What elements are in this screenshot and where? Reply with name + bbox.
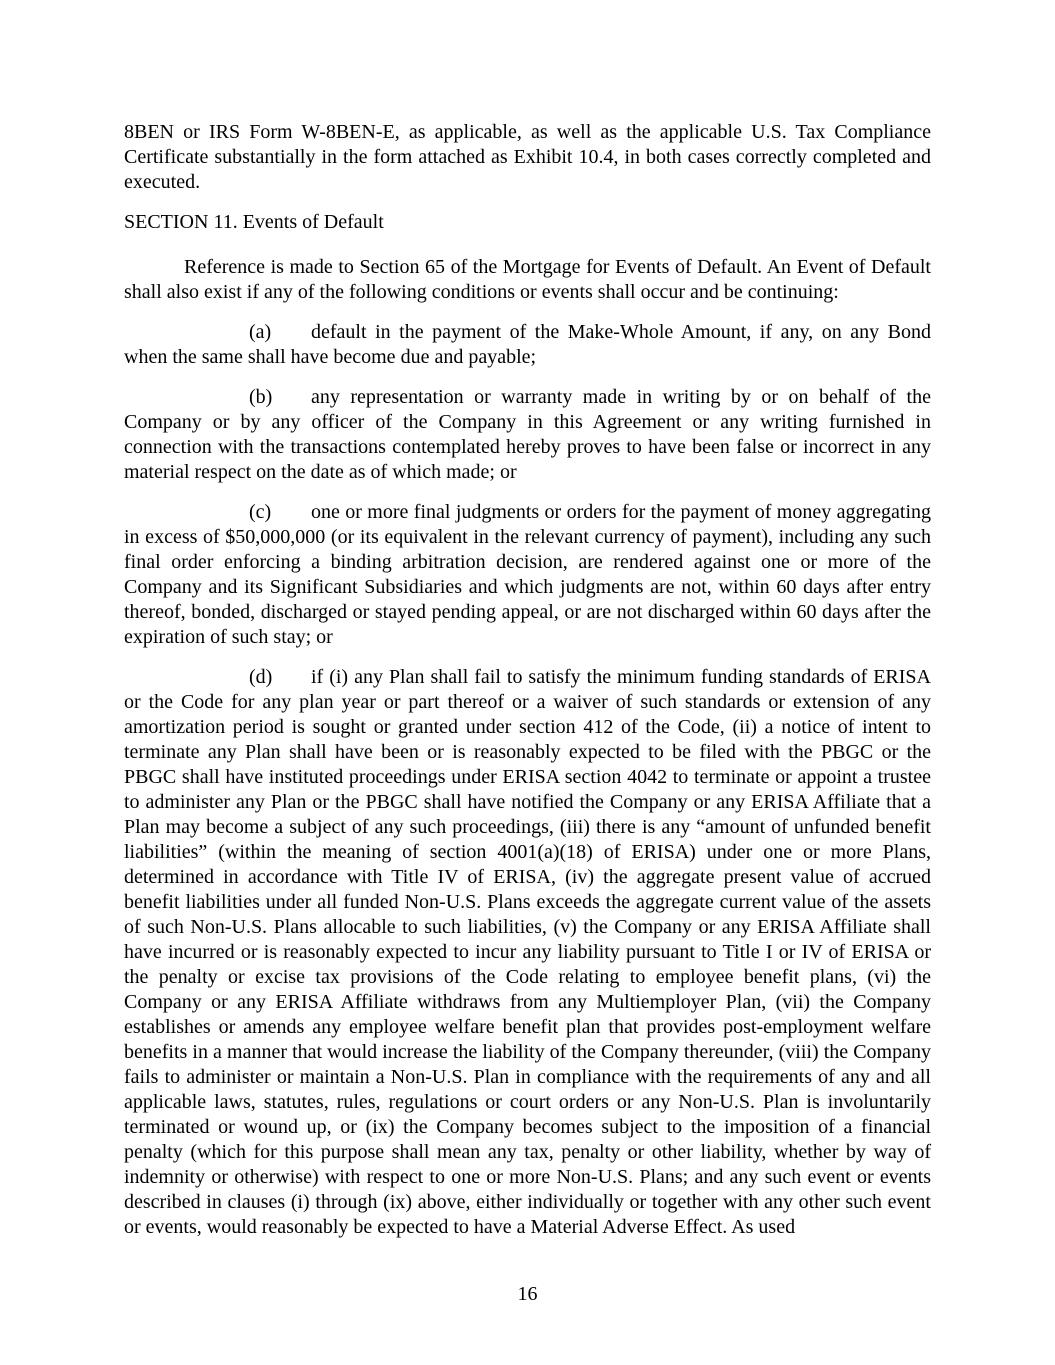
clause-b <box>124 385 931 485</box>
clause-d-text: if (i) any Plan shall fail to satisfy the minimum funding standards of ERISA or the Code for any plan year or part thereof or a waiver of such standards or extension of any amortization period is sought or granted under section 412 of the Code, (ii) a notice of intent to terminate any Plan shall have been or is reasonably expected to be filed with the PBGC or the PBGC shall have instituted proceedings under ERISA section 4042 to terminate or appoint a trustee to administer any Plan or the PBGC shall have notified the Company or any ERISA Affiliate that a Plan may become a subject of any such proceedings, (iii) there is any “amount of unfunded benefit liabilities” (within the meaning of section 4001(a)(18) of ERISA) under one or more Plans, determined in accordance with Title IV of ERISA, (iv) the aggregate present value of accrued benefit liabilities under all funded Non-U.S. Plans exceeds the aggregate current value of the assets of such Non-U.S. Plans allocable to such liabilities, (v) the Company or any ERISA Affiliate shall have incurred or is reasonably expected to incur any liability pursuant to Title I or IV of ERISA or the penalty or excise tax provisions of the Code relating to employee benefit plans, (vi) the Company or any ERISA Affiliate withdraws from any Multiemployer Plan, (vii) the Company establishes or amends any employee welfare benefit plan that provides post-employment welfare benefits in a manner that would increase the liability of the Company thereunder, (viii) the Company fails to administer or maintain a Non-U.S. Plan in compliance with the requirements of any and all applicable laws, statutes, rules, regulations or court orders or any Non-U.S. Plan is involuntarily terminated or wound up, or (ix) the Company becomes subject to the imposition of a financial penalty (which for this purpose shall mean any tax, penalty or other liability, whether by way of indemnity or otherwise) with respect to one or more Non-U.S. Plans; and any such event or events described in clauses (i) through (ix) above, either individually or together with any other such event or events, would reasonably be expected to have a Material Adverse Effect. As used <box>124 666 931 1238</box>
page-number: 16 <box>517 1283 538 1305</box>
clause-a-label: (a) <box>249 321 272 343</box>
intro-paragraph: 8BEN or IRS Form W-8BEN-E, as applicable, as well as the applicable U.S. Tax Compliance Certificate substantially in the form attached as Exhibit 10.4, in both cases correctly completed and executed. <box>124 121 931 193</box>
clause-b-label: (b) <box>249 386 273 408</box>
clause-b-text: any representation or warranty made in writing by or on behalf of the Company or by any officer of the Company in this Agreement or any writing furnished in connection with the transactions contemplated hereby proves to have been false or incorrect in any material respect on the date as of which made; or <box>124 386 931 483</box>
section-11-heading: SECTION 11. Events of Default <box>124 211 384 233</box>
document-body <box>124 120 931 1255</box>
clause-d-label: (d) <box>249 666 273 688</box>
clause-c <box>124 500 931 650</box>
reference-paragraph: Reference is made to Section 65 of the Mortgage for Events of Default. An Event of Default shall also exist if any of the following conditions or events shall occur and be continuing: <box>124 256 931 303</box>
clause-a <box>124 320 931 370</box>
clause-a-text: default in the payment of the Make-Whole Amount, if any, on any Bond when the same shall have become due and payable; <box>124 321 931 368</box>
clause-d <box>124 665 931 1240</box>
clause-c-label: (c) <box>249 501 272 523</box>
clause-c-text: one or more final judgments or orders for the payment of money aggregating in excess of $50,000,000 (or its equivalent in the relevant currency of payment), including any such final order enforcing a binding arbitration decision, are rendered against one or more of the Company and its Significant Subsidiaries and which judgments are not, within 60 days after entry thereof, bonded, discharged or stayed pending appeal, or are not discharged within 60 days after the expiration of such stay; or <box>124 501 931 648</box>
